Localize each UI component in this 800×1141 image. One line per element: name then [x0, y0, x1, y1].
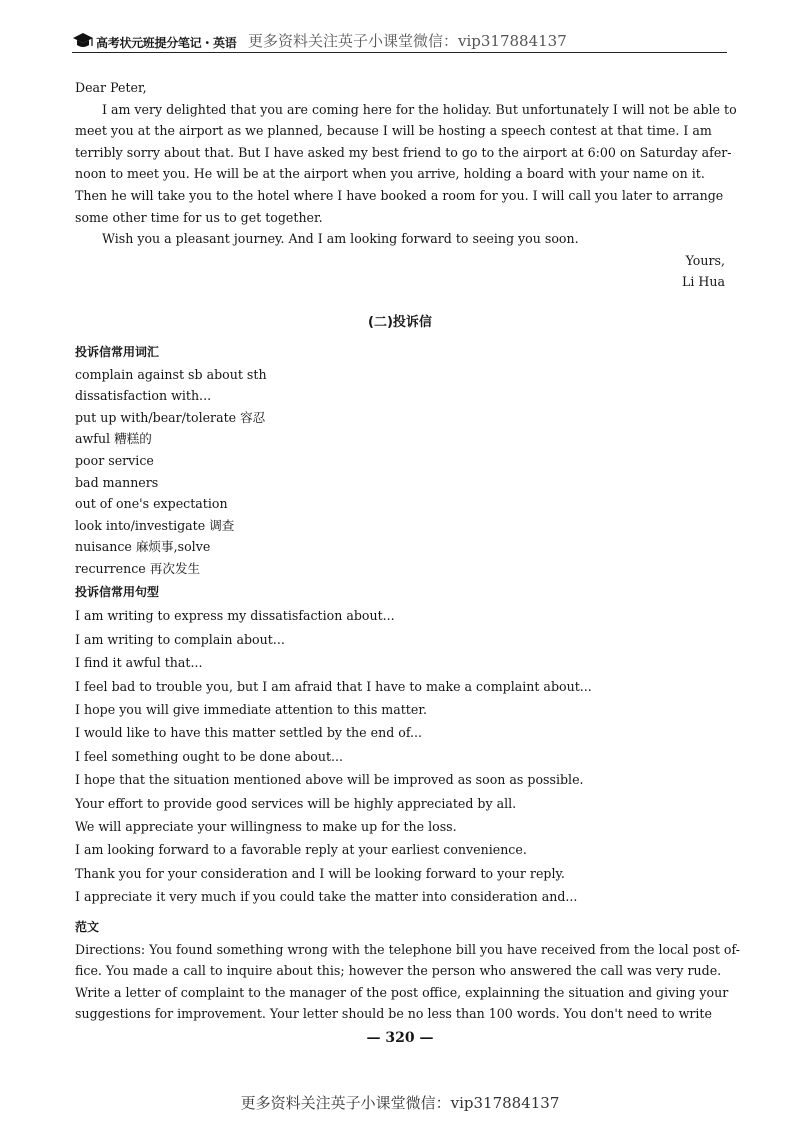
letter-paragraph-line: noon to meet you. He will be at the airport when you arrive, holding a board with your name on it.: [75, 166, 705, 182]
sample-line: suggestions for improvement. Your letter should be no less than 100 words. You don't need to write: [75, 1006, 712, 1022]
letter-closing: Yours,: [685, 252, 725, 268]
sentence-item: Your effort to provide good services will be highly appreciated by all.: [75, 795, 517, 811]
sentence-item: Thank you for your consideration and I will be looking forward to your reply.: [75, 865, 565, 881]
sentence-section: [75, 581, 725, 909]
vocab-item: recurrence 再次发生: [75, 560, 201, 576]
vocab-item: awful 糟糕的: [75, 431, 152, 447]
sentence-heading: 投诉信常用句型: [75, 585, 160, 599]
sample-heading: 范文: [75, 920, 100, 934]
sentence-item: I appreciate it very much if you could take the matter into consideration and...: [75, 889, 578, 905]
vocab-item: bad manners: [75, 474, 159, 490]
sentence-item: We will appreciate your willingness to make up for the loss.: [75, 819, 457, 835]
letter-paragraph-2: Wish you a pleasant journey. And I am looking forward to seeing you soon.: [102, 231, 579, 247]
letter-paragraph-line: terribly sorry about that. But I have asked my best friend to go to the airport at 6:00 on Saturday afer-: [75, 144, 732, 160]
sample-line: fice. You made a call to inquire about this; however the person who answered the call was very rude.: [75, 963, 722, 979]
vocab-item: out of one's expectation: [75, 496, 228, 512]
sentence-item: I feel bad to trouble you, but I am afraid that I have to make a complaint about...: [75, 678, 592, 694]
sample-section: [75, 917, 740, 1025]
vocab-item: complain against sb about sth: [75, 366, 267, 382]
vocab-item: dissatisfaction with...: [75, 388, 212, 404]
header-rule: [72, 52, 727, 53]
letter-paragraph-line: some other time for us to get together.: [75, 209, 323, 225]
sentence-item: I am writing to complain about...: [75, 631, 285, 647]
vocab-item: poor service: [75, 452, 154, 468]
letter-paragraph-line: Then he will take you to the hotel where I have booked a room for you. I will call you later to arrange: [75, 187, 724, 203]
sentence-item: I feel something ought to be done about...: [75, 748, 344, 764]
letter-paragraph-line: I am very delighted that you are coming here for the holiday. But unfortunately I will not be able to: [102, 101, 737, 117]
book-title: 高考状元班提分笔记・英语: [96, 36, 237, 50]
sample-line: Directions: You found something wrong with the telephone bill you have received from the local post of-: [75, 941, 740, 957]
vocab-item: look into/investigate 调查: [75, 517, 235, 533]
sample-line: Write a letter of complaint to the manager of the post office, explainning the situation and giving your: [75, 984, 729, 1000]
vocab-item: put up with/bear/tolerate 容忍: [75, 409, 266, 425]
sentence-item: I would like to have this matter settled by the end of...: [75, 725, 423, 741]
vocab-heading: 投诉信常用词汇: [75, 345, 160, 359]
footer-watermark: 更多资料关注英子小课堂微信：vip317884137: [240, 1094, 560, 1112]
section-title: (二)投诉信: [368, 315, 432, 330]
vocab-item: nuisance 麻烦事,solve: [75, 539, 211, 555]
sentence-item: I hope that the situation mentioned above will be improved as soon as possible.: [75, 772, 584, 788]
vocab-section: [75, 342, 725, 580]
letter-paragraph-line: meet you at the airport as we planned, because I will be hosting a speech contest at that time. I am: [75, 123, 712, 139]
page-header: [72, 30, 727, 56]
sentence-item: I am looking forward to a favorable reply at your earliest convenience.: [75, 842, 527, 858]
sentence-item: I am writing to express my dissatisfaction about...: [75, 608, 395, 624]
letter-salutation: Dear Peter,: [75, 80, 147, 95]
sentence-item: I find it awful that...: [75, 655, 203, 671]
page-number: — 320 —: [366, 1030, 434, 1046]
graduation-cap-icon: [72, 32, 94, 50]
sentence-item: I hope you will give immediate attention to this matter.: [75, 702, 427, 718]
header-watermark: 更多资料关注英子小课堂微信：vip317884137: [248, 32, 567, 50]
letter-signature: Li Hua: [682, 274, 725, 290]
sample-letter: [75, 77, 737, 293]
